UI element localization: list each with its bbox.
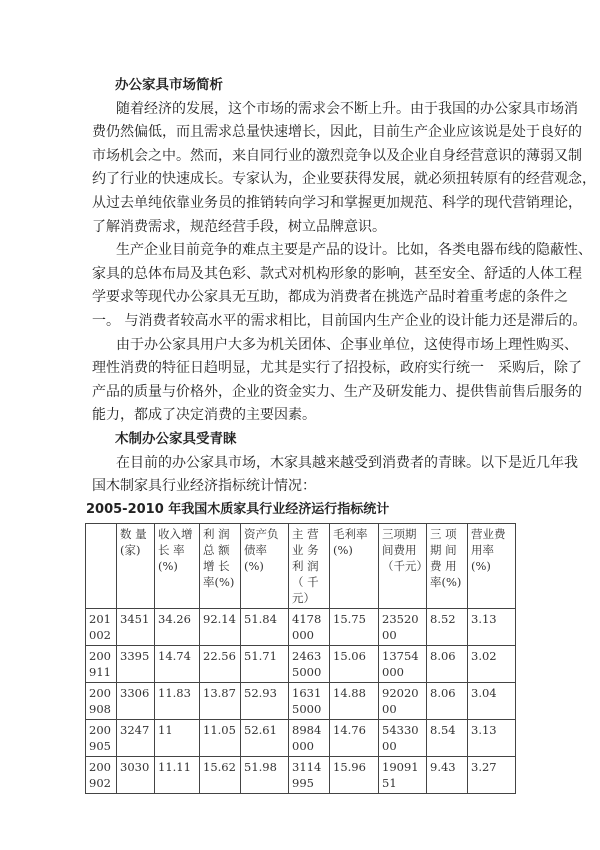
table-cell: 9202000	[379, 683, 427, 720]
table-cell: 51.71	[241, 646, 289, 683]
table-cell: 52.93	[241, 683, 289, 720]
table-cell: 51.84	[241, 609, 289, 646]
column-header: 利 润 总 额 增 长 率(%)	[200, 524, 241, 609]
table-cell: 3247	[117, 720, 155, 757]
paragraph-line: 随着经济的发展，这个市场的需求会不断上升。由于我国的办公家具市场消	[116, 100, 578, 117]
table-cell: 51.98	[241, 757, 289, 794]
table-cell: 3.13	[468, 720, 516, 757]
column-header: 三 项 期 间 费 用 率(%)	[427, 524, 468, 609]
table-cell: 14.74	[155, 646, 200, 683]
table-cell: 3030	[117, 757, 155, 794]
paragraph-line: 在目前的办公家具市场，木家具越来越受到消费者的青睐。以下是近几年我	[116, 454, 578, 471]
table-cell: 8984000	[289, 720, 330, 757]
paragraph-line: 理性消费的特征日趋明显，尤其是实行了招投标，政府实行统一 采购后，除了	[92, 360, 582, 377]
table-cell: 2352000	[379, 609, 427, 646]
table-cell: 8.52	[427, 609, 468, 646]
period-cell: 200905	[86, 720, 117, 757]
table-title: 2005-2010 年我国木质家具行业经济运行指标统计	[86, 502, 390, 517]
table-cell: 13.87	[200, 683, 241, 720]
table-row	[86, 609, 516, 646]
table-cell: 3.27	[468, 757, 516, 794]
table-cell: 14.88	[330, 683, 379, 720]
table-cell: 14.76	[330, 720, 379, 757]
table-cell: 11.05	[200, 720, 241, 757]
paragraph-line: 能力，都成了决定消费的主要因素。	[92, 407, 316, 424]
table-cell: 11	[155, 720, 200, 757]
table-header-row	[86, 524, 516, 609]
table-cell: 15.75	[330, 609, 379, 646]
paragraph-line: 由于办公家具用户大多为机关团体、企事业单位，这使得市场上理性购买、	[116, 336, 578, 353]
table-cell: 3395	[117, 646, 155, 683]
column-header: 三项期间费用（千元）	[379, 524, 427, 609]
table-cell: 15.96	[330, 757, 379, 794]
table-cell: 3306	[117, 683, 155, 720]
table-cell: 3.04	[468, 683, 516, 720]
column-header	[86, 524, 117, 609]
table-cell: 8.54	[427, 720, 468, 757]
paragraph-line: 从过去单纯依靠业务员的推销转向学习和掌握更加规范、科学的现代营销理论，	[92, 194, 582, 211]
table-cell: 9.43	[427, 757, 468, 794]
table-cell: 15.62	[200, 757, 241, 794]
table-row	[86, 646, 516, 683]
table-row	[86, 683, 516, 720]
section-heading: 办公家具市场简析	[115, 77, 223, 93]
period-cell: 200911	[86, 646, 117, 683]
document-body	[92, 74, 596, 499]
table-row	[86, 757, 516, 794]
table-cell: 3.13	[468, 609, 516, 646]
table-cell: 13754000	[379, 646, 427, 683]
table-cell: 52.61	[241, 720, 289, 757]
table-cell: 1909151	[379, 757, 427, 794]
statistics-table	[85, 523, 516, 794]
paragraph-line: 费仍然偏低，而且需求总量快速增长，因此，目前生产企业应该说是处于良好的	[92, 124, 582, 141]
table-cell: 3114995	[289, 757, 330, 794]
table-cell: 11.11	[155, 757, 200, 794]
table-cell: 5433000	[379, 720, 427, 757]
paragraph-line: 了解消费需求，规范经营手段，树立品牌意识。	[92, 218, 386, 235]
column-header: 收入增长 率 (%)	[155, 524, 200, 609]
table-cell: 22.56	[200, 646, 241, 683]
table-cell: 3.02	[468, 646, 516, 683]
paragraph-line: 市场机会之中。然而，来自同行业的激烈竞争以及企业自身经营意识的薄弱又制	[92, 147, 582, 164]
paragraph-line: 国木制家具行业经济指标统计情况：	[92, 478, 316, 495]
period-cell: 200908	[86, 683, 117, 720]
table-cell: 15.06	[330, 646, 379, 683]
column-header: 资产负债率(%)	[241, 524, 289, 609]
table-cell: 34.26	[155, 609, 200, 646]
paragraph-line: 一。 与消费者较高水平的需求相比，目前国内生产企业的设计能力还是滞后的。	[92, 312, 587, 329]
table-cell: 8.06	[427, 683, 468, 720]
paragraph-line: 学要求等现代办公家具无互助，都成为消费者在挑选产品时着重考虑的条件之	[92, 289, 568, 306]
column-header: 数 量 (家)	[117, 524, 155, 609]
table-row	[86, 720, 516, 757]
table-cell: 8.06	[427, 646, 468, 683]
paragraph-line: 家具的总体布局及其色彩、款式对机构形象的影响，甚至安全、舒适的人体工程	[92, 265, 582, 282]
paragraph-line: 产品的质量与价格外，企业的资金实力、生产及研发能力、提供售前售后服务的	[92, 383, 582, 400]
table-cell: 24635000	[289, 646, 330, 683]
column-header: 营业费用率(%)	[468, 524, 516, 609]
paragraph-line: 生产企业目前竞争的难点主要是产品的设计。比如，各类电器布线的隐蔽性、	[116, 242, 592, 259]
paragraph-line: 约了行业的快速成长。专家认为，企业要获得发展，就必须扭转原有的经营观念，	[92, 171, 596, 188]
table-cell: 92.14	[200, 609, 241, 646]
column-header: 主 营 业 务 利 润 （ 千 元）	[289, 524, 330, 609]
table-cell: 4178000	[289, 609, 330, 646]
table-cell: 11.83	[155, 683, 200, 720]
column-header: 毛利率(%)	[330, 524, 379, 609]
period-cell: 201002	[86, 609, 117, 646]
period-cell: 200902	[86, 757, 117, 794]
section-heading: 木制办公家具受青睐	[115, 430, 237, 447]
table-cell: 3451	[117, 609, 155, 646]
table-cell: 16315000	[289, 683, 330, 720]
